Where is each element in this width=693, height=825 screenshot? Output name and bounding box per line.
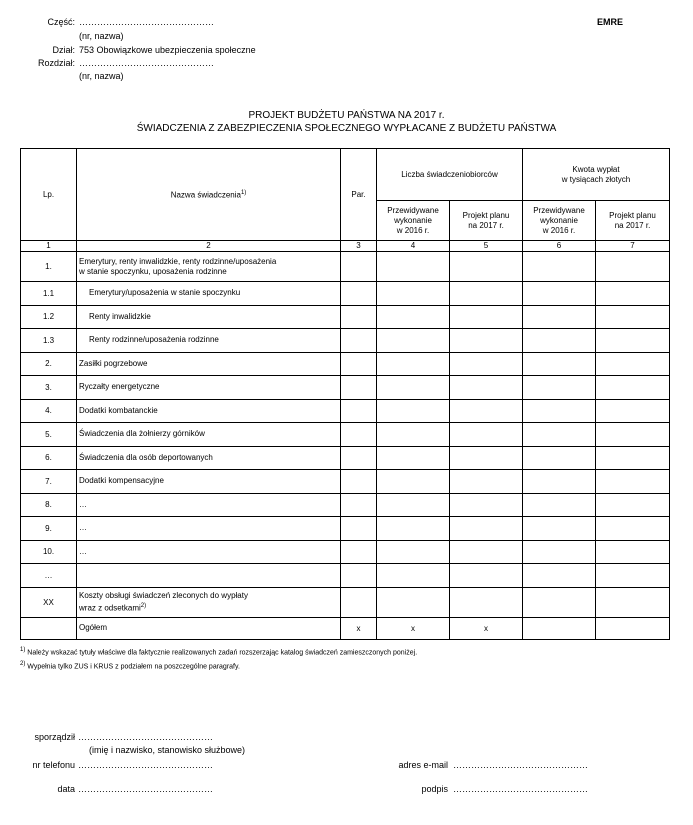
cell-c4[interactable]: [377, 252, 450, 282]
cell-c5[interactable]: [450, 493, 523, 517]
row-par[interactable]: [341, 329, 377, 353]
footnote-2-mark: 2): [20, 661, 26, 667]
cell-c7[interactable]: [596, 587, 670, 617]
rozdzial-value: ………………………………………: [79, 58, 214, 68]
row-lp: 3.: [21, 376, 77, 400]
row-par[interactable]: [341, 470, 377, 494]
cell-c7[interactable]: [596, 540, 670, 564]
data-field[interactable]: ………………………………………: [78, 784, 213, 794]
row-name: Dodatki kompensacyjne: [77, 470, 341, 494]
h-proj-k-l2: na 2017 r.: [614, 220, 651, 230]
row-par[interactable]: [341, 305, 377, 329]
row-lp: 2.: [21, 352, 77, 376]
header-kwota-l2: w tysiącach złotych: [561, 174, 631, 184]
row-lp: 1.: [21, 252, 77, 282]
h-przew-k-l3: w 2016 r.: [542, 225, 576, 235]
footnote-2-text: Wypełnia tylko ZUS i KRUS z podziałem na poszczególne paragrafy.: [27, 663, 240, 671]
cell-c6[interactable]: [523, 399, 596, 423]
row-name: …: [77, 540, 341, 564]
row-name: [77, 252, 341, 282]
cell-c4[interactable]: [377, 517, 450, 541]
page-title-line2: ŚWIADCZENIA Z ZABEZPIECZENIA SPOŁECZNEGO WYPŁACANE Z BUDŻETU PAŃSTWA: [136, 123, 557, 134]
cell-c7[interactable]: [596, 446, 670, 470]
footnote-1-mark: 1): [20, 647, 26, 653]
podpis-field[interactable]: ………………………………………: [453, 784, 588, 794]
cell-c6[interactable]: [523, 352, 596, 376]
row-name-sup: 2): [140, 602, 147, 609]
table-row: [21, 493, 670, 517]
benefits-table: [20, 148, 670, 640]
cell-c4[interactable]: [377, 564, 450, 588]
cell-c6[interactable]: [523, 517, 596, 541]
row-name: …: [77, 493, 341, 517]
cell-c4[interactable]: [377, 282, 450, 306]
cell-c4[interactable]: [377, 399, 450, 423]
table-row: [21, 399, 670, 423]
row-par[interactable]: [341, 399, 377, 423]
total-row: [21, 617, 670, 639]
table-row: [21, 423, 670, 447]
row-par[interactable]: [341, 376, 377, 400]
colnum: 2: [77, 241, 341, 252]
cell-c5[interactable]: [450, 305, 523, 329]
h-przew-l2: wykonanie: [394, 215, 432, 225]
colnum: 7: [596, 241, 670, 252]
h-proj-l2: na 2017 r.: [468, 220, 504, 230]
total-c7[interactable]: [596, 617, 670, 639]
cell-c5[interactable]: [450, 329, 523, 353]
row-lp: 5.: [21, 423, 77, 447]
row-par[interactable]: [341, 564, 377, 588]
h-przew-k-l2: wykonanie: [540, 215, 578, 225]
row-par[interactable]: [341, 252, 377, 282]
cell-c6[interactable]: [523, 493, 596, 517]
row-lp: 1.1: [21, 282, 77, 306]
table-row: [21, 540, 670, 564]
header-liczba: Liczba świadczeniobiorców: [377, 149, 523, 201]
cell-c6[interactable]: [523, 376, 596, 400]
czesc-hint: (nr, nazwa): [79, 31, 124, 41]
row-lp: 9.: [21, 517, 77, 541]
data-label: data: [57, 784, 75, 794]
table-row: [21, 564, 670, 588]
cell-c5[interactable]: [450, 470, 523, 494]
total-lp: [21, 617, 77, 639]
cell-c5[interactable]: [450, 587, 523, 617]
colnum: 6: [523, 241, 596, 252]
cell-c7[interactable]: [596, 305, 670, 329]
table-row: [21, 282, 670, 306]
row-name-l2: wraz z odsetkami: [79, 603, 141, 613]
colnum: 4: [377, 241, 450, 252]
cell-c5[interactable]: [450, 540, 523, 564]
cell-c5[interactable]: [450, 399, 523, 423]
row-name: [77, 587, 341, 617]
cell-c4[interactable]: [377, 376, 450, 400]
telefon-field[interactable]: ………………………………………: [78, 760, 213, 770]
sporzadzil-label: sporządził: [34, 732, 75, 742]
email-field[interactable]: ………………………………………: [453, 760, 588, 770]
total-c5: x: [450, 617, 523, 639]
czesc-label: Część:: [47, 17, 75, 27]
header-lp: Lp.: [21, 149, 77, 241]
row-lp: 4.: [21, 399, 77, 423]
header-nazwa-text: Nazwa świadczenia: [170, 190, 241, 200]
cell-c5[interactable]: [450, 282, 523, 306]
cell-c7[interactable]: [596, 564, 670, 588]
table-row: [21, 587, 670, 617]
total-label: Ogółem: [77, 617, 341, 639]
cell-c4[interactable]: [377, 540, 450, 564]
cell-c6[interactable]: [523, 470, 596, 494]
footnote-1: [20, 647, 417, 656]
cell-c4[interactable]: [377, 329, 450, 353]
dzial-value: 753 Obowiązkowe ubezpieczenia społeczne: [79, 45, 256, 55]
page-title-line1: PROJEKT BUDŻETU PAŃSTWA NA 2017 r.: [248, 110, 445, 121]
colnum: 5: [450, 241, 523, 252]
row-lp: 1.3: [21, 329, 77, 353]
header-przew-kwota: [523, 201, 596, 241]
total-c4: x: [377, 617, 450, 639]
header-kwota: [523, 149, 670, 201]
column-numbers-row: [21, 241, 670, 252]
cell-c7[interactable]: [596, 517, 670, 541]
header-kwota-l1: Kwota wypłat: [572, 164, 620, 174]
row-name: [77, 564, 341, 588]
footnote-2: [20, 661, 240, 670]
cell-c4[interactable]: [377, 423, 450, 447]
row-lp: 6.: [21, 446, 77, 470]
cell-c5[interactable]: [450, 517, 523, 541]
cell-c5[interactable]: [450, 376, 523, 400]
header-proj-kwota: [596, 201, 670, 241]
row-name: Dodatki kombatanckie: [77, 399, 341, 423]
row-par[interactable]: [341, 423, 377, 447]
cell-c5[interactable]: [450, 564, 523, 588]
h-przew-l1: Przewidywane: [387, 205, 439, 215]
sporzadzil-hint: (imię i nazwisko, stanowisko służbowe): [89, 745, 246, 755]
cell-c6[interactable]: [523, 540, 596, 564]
row-par[interactable]: [341, 540, 377, 564]
cell-c5[interactable]: [450, 446, 523, 470]
row-lp: …: [21, 564, 77, 588]
colnum: 1: [21, 241, 77, 252]
rozdzial-label: Rozdział:: [37, 58, 75, 68]
h-proj-l1: Projekt planu: [462, 210, 510, 220]
podpis-label: podpis: [421, 784, 448, 794]
cell-c6[interactable]: [523, 587, 596, 617]
cell-c4[interactable]: [377, 352, 450, 376]
czesc-value: ………………………………………: [79, 17, 214, 27]
header-nazwa-sup: 1): [240, 190, 247, 197]
row-name: Renty rodzinne/uposażenia rodzinne: [77, 329, 341, 353]
footnote-1-text: Należy wskazać tytuły właściwe dla faktycznie realizowanych zadań rozszerzając katalog świadczeń zamieszczonych poniżej.: [27, 649, 418, 657]
cell-c6[interactable]: [523, 329, 596, 353]
cell-c6[interactable]: [523, 252, 596, 282]
table-row: [21, 352, 670, 376]
rozdzial-hint: (nr, nazwa): [79, 71, 124, 81]
cell-c4[interactable]: [377, 446, 450, 470]
row-name: Ryczałty energetyczne: [77, 376, 341, 400]
cell-c5[interactable]: [450, 352, 523, 376]
row-lp: 8.: [21, 493, 77, 517]
row-lp: 10.: [21, 540, 77, 564]
row-name: Emerytury/uposażenia w stanie spoczynku: [77, 282, 341, 306]
row-par[interactable]: [341, 587, 377, 617]
header-proj-liczba: [450, 201, 523, 241]
table-row: [21, 329, 670, 353]
cell-c6[interactable]: [523, 305, 596, 329]
cell-c5[interactable]: [450, 423, 523, 447]
cell-c5[interactable]: [450, 252, 523, 282]
row-name: Świadczenia dla żołnierzy górników: [77, 423, 341, 447]
row-lp: 7.: [21, 470, 77, 494]
total-par: x: [341, 617, 377, 639]
dzial-label: Dział:: [52, 45, 75, 55]
table-row: [21, 252, 670, 282]
table-row: [21, 517, 670, 541]
row-name-l1: Koszty obsługi świadczeń zleconych do wypłaty: [79, 590, 248, 600]
total-c6[interactable]: [523, 617, 596, 639]
row-lp: XX: [21, 587, 77, 617]
row-lp: 1.2: [21, 305, 77, 329]
table-row: [21, 446, 670, 470]
cell-c6[interactable]: [523, 446, 596, 470]
header-przew-liczba: [377, 201, 450, 241]
cell-c7[interactable]: [596, 282, 670, 306]
cell-c7[interactable]: [596, 470, 670, 494]
row-par[interactable]: [341, 493, 377, 517]
sporzadzil-field[interactable]: ………………………………………: [78, 732, 213, 742]
row-name: Renty inwalidzkie: [77, 305, 341, 329]
row-name: Zasiłki pogrzebowe: [77, 352, 341, 376]
form-code: EMRE: [597, 17, 624, 27]
header-par: Par.: [341, 149, 377, 241]
cell-c7[interactable]: [596, 423, 670, 447]
cell-c4[interactable]: [377, 470, 450, 494]
cell-c6[interactable]: [523, 423, 596, 447]
colnum: 3: [341, 241, 377, 252]
telefon-label: nr telefonu: [32, 760, 75, 770]
row-par[interactable]: [341, 352, 377, 376]
table-row: [21, 376, 670, 400]
h-przew-k-l1: Przewidywane: [533, 205, 585, 215]
cell-c7[interactable]: [596, 493, 670, 517]
cell-c4[interactable]: [377, 305, 450, 329]
cell-c7[interactable]: [596, 376, 670, 400]
cell-c7[interactable]: [596, 399, 670, 423]
cell-c4[interactable]: [377, 493, 450, 517]
cell-c6[interactable]: [523, 282, 596, 306]
row-name-l2: w stanie spoczynku, uposażenia rodzinne: [79, 266, 227, 276]
cell-c7[interactable]: [596, 252, 670, 282]
row-name-l1: Emerytury, renty inwalidzkie, renty rodzinne/uposażenia: [79, 256, 277, 266]
row-par[interactable]: [341, 446, 377, 470]
row-name: …: [77, 517, 341, 541]
header-nazwa: [77, 149, 341, 241]
table-row: [21, 470, 670, 494]
cell-c7[interactable]: [596, 352, 670, 376]
table-row: [21, 305, 670, 329]
row-name: Świadczenia dla osób deportowanych: [77, 446, 341, 470]
cell-c4[interactable]: [377, 587, 450, 617]
h-proj-k-l1: Projekt planu: [609, 210, 656, 220]
email-label: adres e-mail: [398, 760, 448, 770]
row-par[interactable]: [341, 517, 377, 541]
cell-c7[interactable]: [596, 329, 670, 353]
cell-c6[interactable]: [523, 564, 596, 588]
h-przew-l3: w 2016 r.: [396, 225, 430, 235]
row-par[interactable]: [341, 282, 377, 306]
